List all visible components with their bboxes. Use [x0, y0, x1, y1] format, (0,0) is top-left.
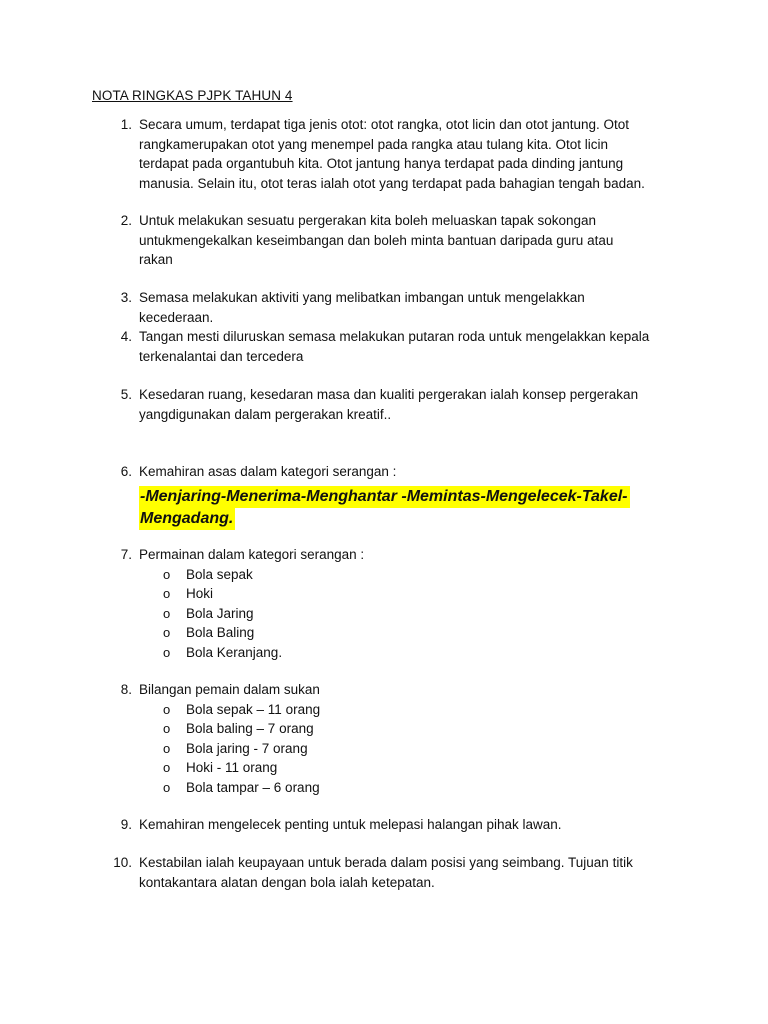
- item-number: 2.: [120, 213, 132, 228]
- item-text-line: terkenalantai dan tercedera: [139, 348, 304, 364]
- item-text-line: Semasa melakukan aktiviti yang melibatkan imbangan untuk mengelakkan: [139, 290, 585, 305]
- highlighted-skills: [139, 486, 687, 530]
- item-text-line: Kesedaran ruang, kesedaran masa dan kualiti pergerakan ialah konsep pergerakan: [139, 387, 639, 402]
- item-text-line: kecederaan.: [139, 309, 214, 325]
- bullet-text: Bola jaring - 7 orang: [186, 740, 308, 756]
- bullet-item: [139, 623, 687, 643]
- item-text-line: Kemahiran asas dalam kategori serangan :: [139, 464, 397, 479]
- bullet-text: Hoki - 11 orang: [186, 760, 278, 775]
- item-text-line: Secara umum, terdapat tiga jenis otot: otot rangka, otot licin dan otot jantung. Otot: [139, 117, 630, 132]
- item-number: 4.: [120, 329, 132, 344]
- item-text-line: Permainan dalam kategori serangan :: [139, 547, 365, 562]
- bullet-item: [139, 778, 687, 798]
- highlighted-text-line: Mengadang.: [139, 508, 235, 530]
- bullet-item: [139, 604, 687, 624]
- item-text-line: Bilangan pemain dalam sukan: [139, 682, 320, 697]
- item-number: 10.: [113, 855, 132, 870]
- bullet-item: [139, 565, 687, 585]
- item-text-line: Kestabilan ialah keupayaan untuk berada dalam posisi yang seimbang. Tujuan titik: [139, 855, 633, 870]
- bullet-text: Bola sepak: [186, 566, 253, 582]
- item-number: 9.: [120, 817, 132, 832]
- item-number: 7.: [120, 547, 132, 562]
- circle-bullet-icon: o: [163, 779, 171, 795]
- bullet-text: Hoki: [186, 586, 214, 601]
- bullet-item: [139, 739, 687, 759]
- circle-bullet-icon: o: [163, 721, 171, 736]
- bullet-item: [139, 584, 687, 604]
- item-text-line: rangkamerupakan otot yang menempel pada rangka atau tulang kita. Otot licin: [139, 136, 609, 152]
- item-text-line: rakan: [139, 252, 173, 267]
- item-number: 8.: [120, 682, 132, 697]
- circle-bullet-icon: o: [163, 644, 171, 660]
- bullet-item: [139, 758, 687, 778]
- item-number: 6.: [120, 464, 132, 479]
- circle-bullet-icon: o: [163, 625, 171, 640]
- circle-bullet-icon: o: [163, 605, 171, 621]
- item-text-line: manusia. Selain itu, otot teras ialah otot yang terdapat pada bahagian tengah badan.: [139, 175, 645, 191]
- circle-bullet-icon: o: [163, 701, 171, 717]
- bullet-text: Bola Jaring: [186, 605, 254, 621]
- circle-bullet-icon: o: [163, 760, 171, 775]
- bullet-text: Bola sepak – 11 orang: [186, 701, 321, 717]
- item-text-line: Tangan mesti diluruskan semasa melakukan putaran roda untuk mengelakkan kepala: [139, 329, 650, 344]
- highlighted-text-line: -Menjaring-Menerima-Menghantar -Memintas-Mengelecek-Takel-: [139, 486, 630, 508]
- circle-bullet-icon: o: [163, 566, 171, 582]
- item-number: 3.: [120, 290, 132, 305]
- document-title: NOTA RINGKAS PJPK TAHUN 4: [92, 88, 293, 103]
- item-text-line: kontakantara alatan dengan bola ialah ketepatan.: [139, 874, 435, 890]
- bullet-item: [139, 700, 687, 720]
- bullet-text: Bola Keranjang.: [186, 644, 283, 660]
- circle-bullet-icon: o: [163, 586, 171, 601]
- bullet-text: Bola Baling: [186, 625, 255, 640]
- item-text-line: yangdigunakan dalam pergerakan kreatif..: [139, 406, 392, 422]
- bullet-text: Bola baling – 7 orang: [186, 721, 314, 736]
- item-number: 5.: [120, 387, 132, 402]
- bullet-text: Bola tampar – 6 orang: [186, 779, 320, 795]
- item-text-line: terdapat pada organtubuh kita. Otot jantung hanya terdapat pada dinding jantung: [139, 156, 624, 171]
- item-number: 1.: [120, 117, 132, 132]
- bullet-item: [139, 643, 687, 663]
- circle-bullet-icon: o: [163, 740, 171, 756]
- item-text-line: untukmengekalkan keseimbangan dan boleh minta bantuan daripada guru atau: [139, 232, 614, 248]
- item-text-line: Kemahiran mengelecek penting untuk melepasi halangan pihak lawan.: [139, 817, 562, 832]
- bullet-item: [139, 719, 687, 739]
- item-text-line: Untuk melakukan sesuatu pergerakan kita boleh meluaskan tapak sokongan: [139, 213, 597, 228]
